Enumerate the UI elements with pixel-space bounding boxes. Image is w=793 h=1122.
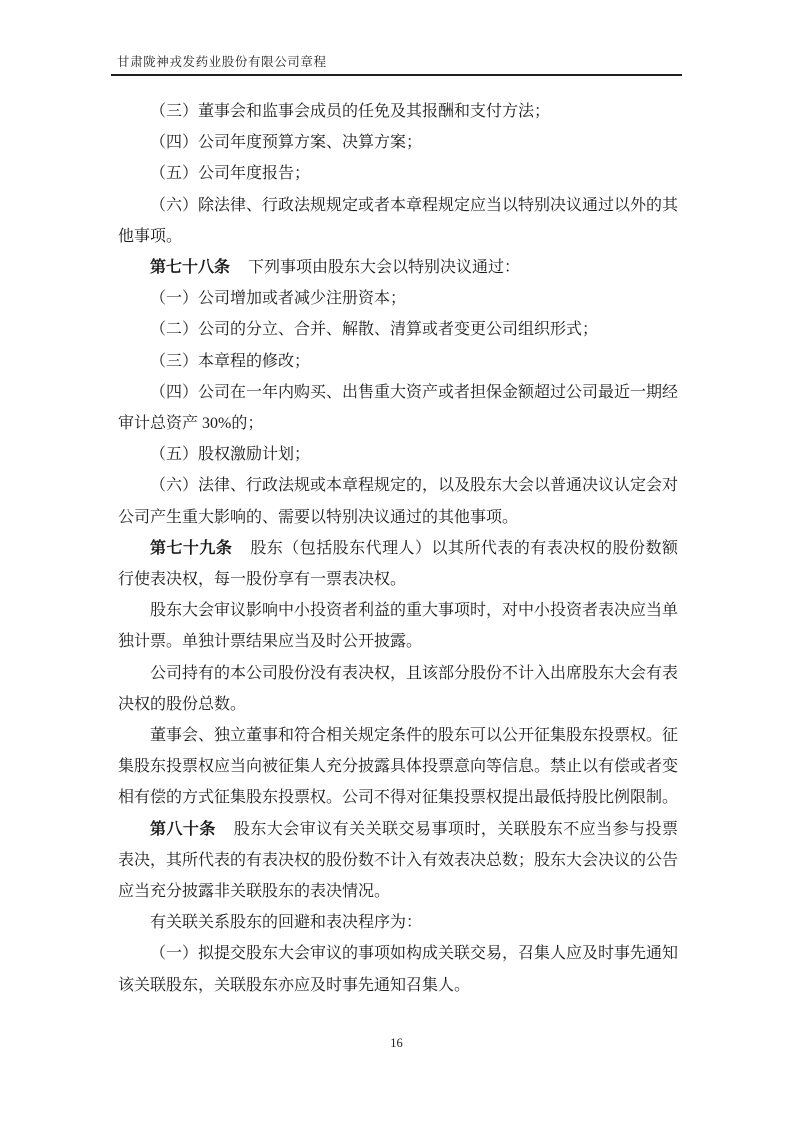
paragraph: （四）公司在一年内购买、出售重大资产或者担保金额超过公司最近一期经审计总资产 30%的； (118, 383, 679, 433)
page-number: 16 (390, 1036, 403, 1050)
page-header (111, 52, 682, 76)
paragraph: 股东大会审议影响中小投资者利益的重大事项时，对中小投资者表决应当单独计票。单独计票结果应当及时公开披露。 (118, 602, 679, 651)
paragraph: （五）公司年度报告； (150, 165, 311, 183)
paragraph: （三）董事会和监事会成员的任免及其报酬和支付方法； (150, 103, 551, 120)
article-number: 第七十八条 (150, 259, 231, 277)
paragraph: （一）拟提交股东大会审议的事项如构成关联交易，召集人应及时事先通知该关联股东，关联股东亦应及时事先通知召集人。 (118, 945, 679, 994)
paragraph: 有关联关系股东的回避和表决程序为： (150, 914, 423, 932)
document-body (118, 96, 678, 1001)
paragraph: 第七十九条 股东（包括股东代理人）以其所代表的有表决权的股份数额行使表决权，每一股份享有一票表决权。 (118, 539, 678, 589)
page-footer (0, 1034, 793, 1052)
document-title: 甘肃陇神戎发药业股份有限公司章程 (117, 55, 327, 69)
paragraph: （三）本章程的修改； (150, 352, 311, 370)
header-divider (111, 74, 682, 76)
paragraph: （一）公司增加或者减少注册资本； (150, 290, 407, 308)
article-number: 第八十条 (150, 820, 216, 838)
paragraph: 公司持有的本公司股份没有表决权，且该部分股份不计入出席股东大会有表决权的股份总数。 (118, 664, 679, 713)
paragraph: （二）公司的分立、合并、解散、清算或者变更公司组织形式； (150, 321, 599, 339)
paragraph: （四）公司年度预算方案、决算方案； (150, 134, 423, 152)
paragraph: （五）股权激励计划； (150, 446, 311, 464)
paragraph: 第七十八条 下列事项由股东大会以特别决议通过： (150, 259, 521, 277)
paragraph: 第八十条 股东大会审议有关关联交易事项时，关联股东不应当参与投票表决，其所代表的有表决权的股份数不计入有效表决总数；股东大会决议的公告应当充分披露非关联股东的表决情况。 (118, 820, 679, 901)
paragraph: 董事会、独立董事和符合相关规定条件的股东可以公开征集股东投票权。征集股东投票权应当向被征集人充分披露具体投票意向等信息。禁止以有偿或者变相有偿的方式征集股东投票权。公司不得对征集投票权提出最低持股比例限制。 (118, 727, 679, 807)
paragraph: （六）法律、行政法规或本章程规定的，以及股东大会以普通决议认定会对公司产生重大影响的、需要以特别决议通过的其他事项。 (118, 477, 679, 526)
paragraph: （六）除法律、行政法规规定或者本章程规定应当以特别决议通过以外的其他事项。 (118, 196, 679, 245)
article-number: 第七十九条 (150, 539, 233, 557)
